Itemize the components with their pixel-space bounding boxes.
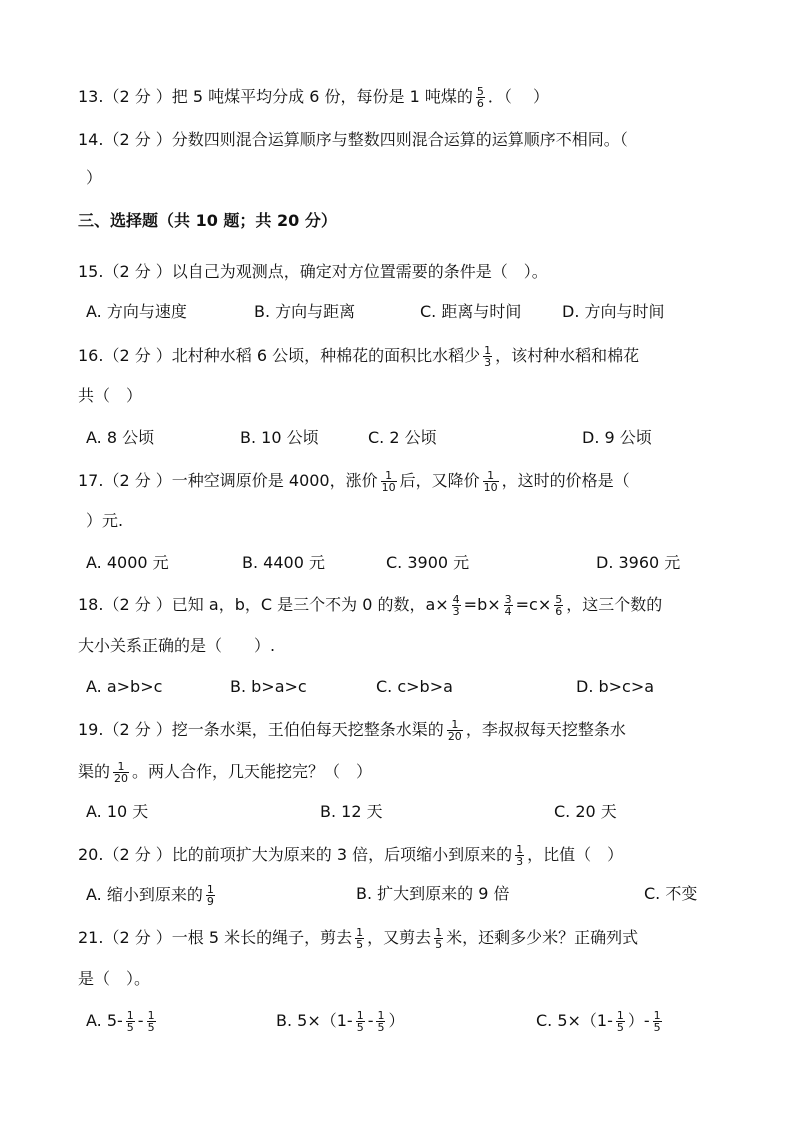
question-18: 18.（2 分 ）已知 a，b，C 是三个不为 0 的数，a× $\frac{4}{3}$ =b× $\frac{3}{4}$ =c× $\frac{5}{6}$ ，这三个数的	[78, 593, 663, 618]
question-15: 15.（2 分 ）以自己为观测点，确定对方位置需要的条件是（ ）。	[78, 262, 548, 281]
fraction: $\frac{1}{5}$	[653, 1009, 661, 1034]
question-18-line2: 大小关系正确的是（ ）.	[78, 636, 276, 655]
fraction: $\frac{1}{10}$	[381, 469, 396, 494]
option-d[interactable]: D. 3960 元	[596, 553, 681, 572]
fraction: $\frac{3}{4}$	[504, 593, 512, 618]
option-a[interactable]: A. 4000 元	[86, 553, 169, 572]
option-a[interactable]: A. a>b>c	[86, 677, 163, 696]
option-a[interactable]: A. 方向与速度	[86, 302, 187, 321]
option-c[interactable]: C. 不变	[644, 884, 698, 903]
option-a[interactable]: A. 缩小到原来的 $\frac{1}{9}$	[86, 883, 214, 908]
option-b[interactable]: B. 12 天	[320, 802, 383, 821]
fraction: $\frac{1}{20}$	[447, 718, 462, 743]
question-21-line2: 是（ ）。	[78, 969, 151, 988]
fraction: $\frac{1}{5}$	[435, 926, 443, 951]
option-c[interactable]: C. c>b>a	[376, 677, 453, 696]
option-b[interactable]: B. 10 公顷	[240, 428, 319, 447]
option-b[interactable]: B. 方向与距离	[254, 302, 356, 321]
fraction: $\frac{1}{5}$	[126, 1009, 134, 1034]
fraction: $\frac{1}{10}$	[483, 469, 498, 494]
option-c[interactable]: C. 3900 元	[386, 553, 470, 572]
question-17-line2: ）元.	[86, 511, 124, 530]
option-b[interactable]: B. b>a>c	[230, 677, 307, 696]
option-c[interactable]: C. 2 公顷	[368, 428, 437, 447]
question-19-line2: 渠的 $\frac{1}{20}$ 。两人合作，几天能挖完？（ ）	[78, 760, 373, 785]
option-b[interactable]: B. 扩大到原来的 9 倍	[356, 884, 510, 903]
question-19: 19.（2 分 ）挖一条水渠，王伯伯每天挖整条水渠的 $\frac{1}{20}$ ，李叔叔每天挖整条水	[78, 718, 626, 743]
option-a[interactable]: A. 8 公顷	[86, 428, 155, 447]
question-20: 20.（2 分 ）比的前项扩大为原来的 3 倍，后项缩小到原来的 $\frac{1}{3}$ ，比值（ ）	[78, 843, 624, 868]
option-d[interactable]: D. 方向与时间	[562, 302, 665, 321]
option-b[interactable]: B. 4400 元	[242, 553, 325, 572]
fraction: $\frac{1}{3}$	[484, 344, 492, 369]
fraction: $\frac{4}{3}$	[452, 593, 460, 618]
fraction: $\frac{1}{5}$	[356, 1009, 364, 1034]
fraction: $\frac{1}{5}$	[147, 1009, 155, 1034]
question-21: 21.（2 分 ）一根 5 米长的绳子，剪去 $\frac{1}{5}$ ，又剪去 $\frac{1}{5}$ 米，还剩多少米？正确列式	[78, 926, 639, 951]
option-c[interactable]: C. 20 天	[554, 802, 617, 821]
question-16-line2: 共（ ）	[78, 386, 143, 405]
fraction: $\frac{5}{6}$	[476, 85, 484, 110]
question-text: 14.（2 分 ）分数四则混合运算顺序与整数四则混合运算的运算顺序不相同。（	[78, 130, 628, 149]
question-14-line2: ）	[86, 168, 103, 187]
question-17: 17.（2 分 ）一种空调原价是 4000，涨价 $\frac{1}{10}$ 后，又降价 $\frac{1}{10}$ ，这时的价格是（	[78, 469, 630, 494]
option-c[interactable]: C. 5×（1- $\frac{1}{5}$ ）- $\frac{1}{5}$	[536, 1009, 661, 1034]
option-c[interactable]: C. 距离与时间	[420, 302, 522, 321]
question-13: 13.（2 分 ）把 5 吨煤平均分成 6 份，每份是 1 吨煤的 $\frac{5}{6}$ ．（ ）	[78, 85, 549, 110]
question-text: 13.（2 分 ）把 5 吨煤平均分成 6 份，每份是 1 吨煤的	[78, 87, 473, 106]
option-d[interactable]: D. b>c>a	[576, 677, 655, 696]
fraction: $\frac{1}{5}$	[356, 926, 364, 951]
question-16: 16.（2 分 ）北村种水稻 6 公顷，种棉花的面积比水稻少 $\frac{1}{3}$ ，该村种水稻和棉花	[78, 344, 640, 369]
option-a[interactable]: A. 5- $\frac{1}{5}$ - $\frac{1}{5}$	[86, 1009, 155, 1034]
section-heading: 三、选择题（共 10 题；共 20 分）	[78, 211, 337, 230]
question-14	[78, 130, 628, 150]
option-a[interactable]: A. 10 天	[86, 802, 149, 821]
fraction: $\frac{1}{5}$	[377, 1009, 385, 1034]
fraction: $\frac{5}{6}$	[555, 593, 563, 618]
fraction: $\frac{1}{3}$	[516, 843, 524, 868]
fraction: $\frac{1}{9}$	[206, 883, 214, 908]
option-d[interactable]: D. 9 公顷	[582, 428, 652, 447]
fraction: $\frac{1}{20}$	[114, 760, 129, 785]
fraction: $\frac{1}{5}$	[616, 1009, 624, 1034]
option-b[interactable]: B. 5×（1- $\frac{1}{5}$ - $\frac{1}{5}$ ）	[276, 1009, 405, 1034]
